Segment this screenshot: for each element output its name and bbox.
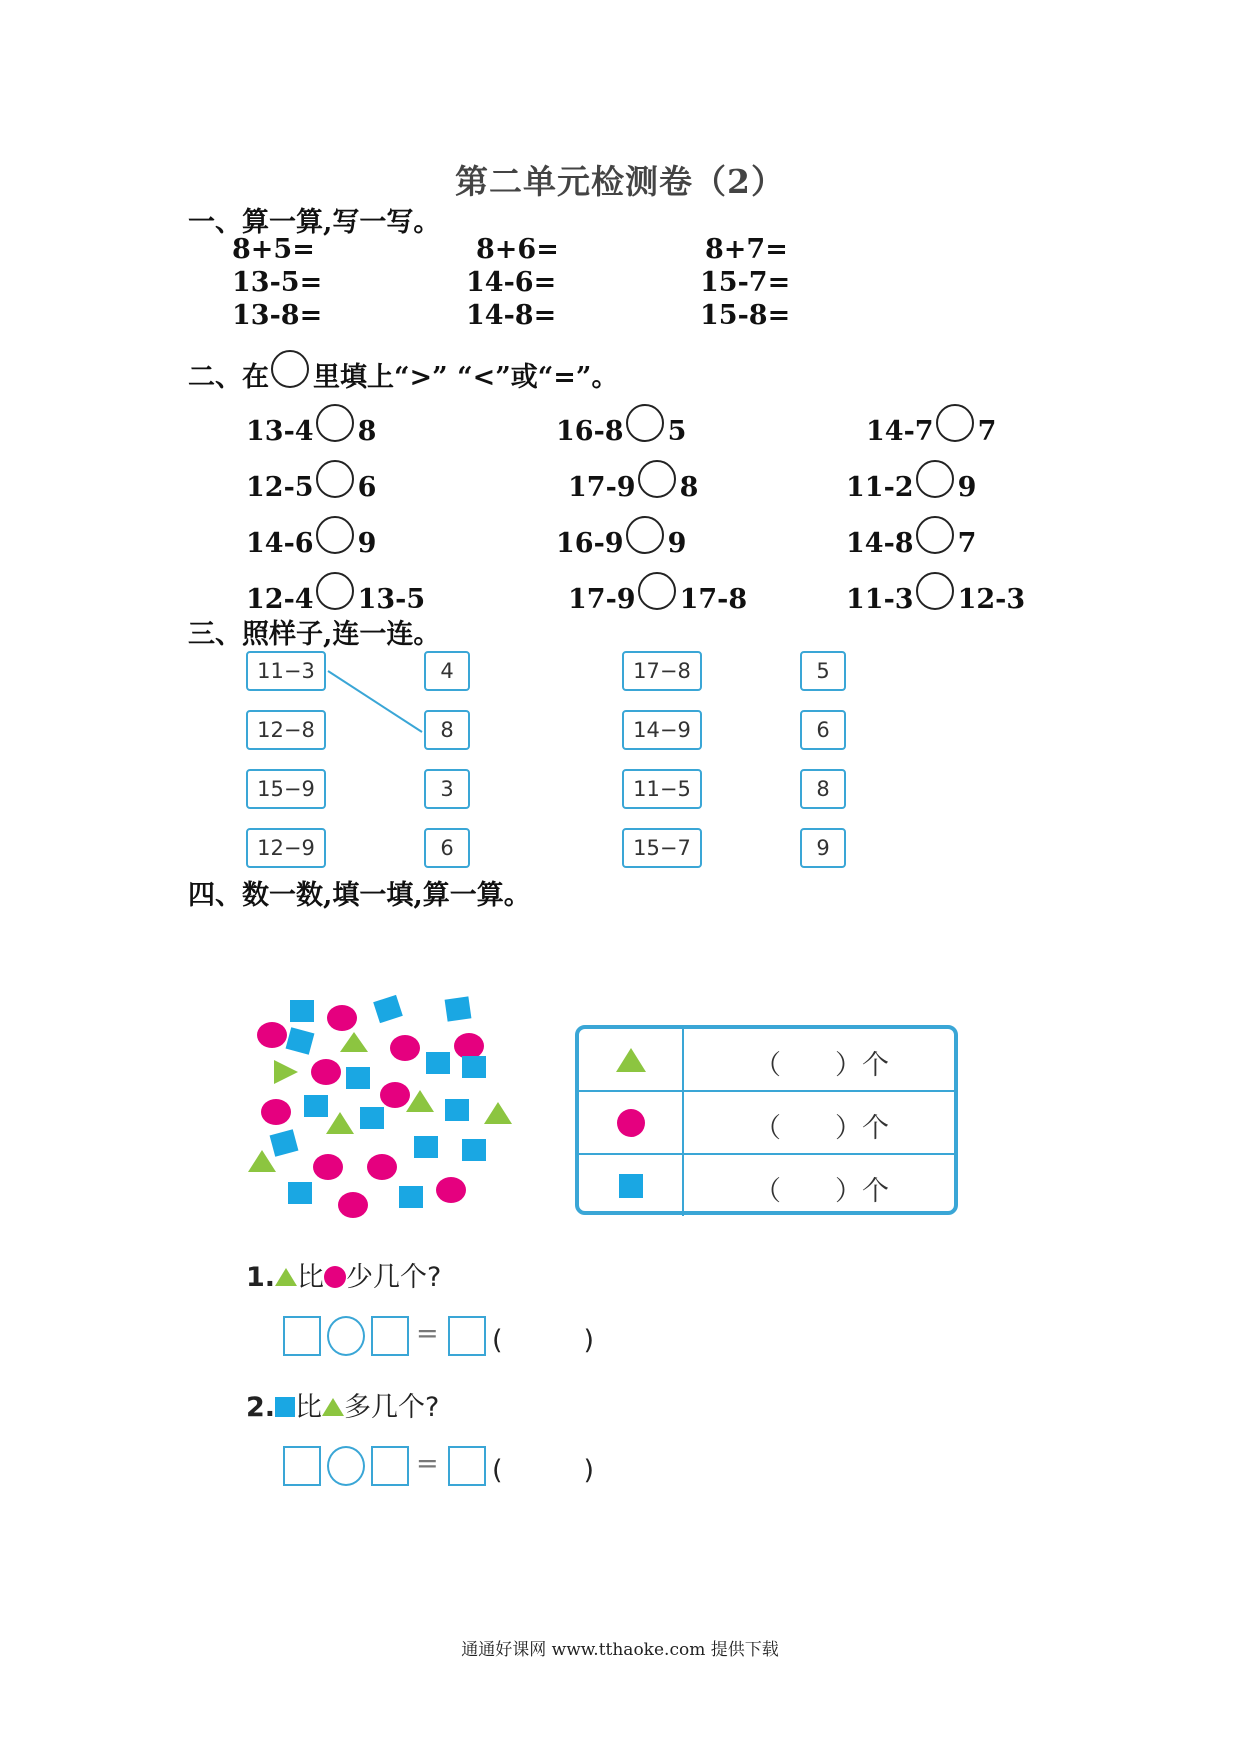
calc-item: 14-6= bbox=[466, 267, 557, 298]
count-answer: （ ）个 bbox=[754, 1113, 889, 1144]
count-table bbox=[575, 1025, 958, 1215]
number-box[interactable]: 8 bbox=[800, 769, 846, 809]
circle-shape bbox=[454, 1033, 484, 1059]
square-shape bbox=[346, 1067, 370, 1089]
square-shape bbox=[286, 1027, 315, 1054]
section2-heading-b: 里填上“>” “<”或“=”。 bbox=[313, 362, 619, 393]
circle-shape bbox=[313, 1154, 343, 1180]
expression-box[interactable]: 11−3 bbox=[246, 651, 326, 691]
operator-circle[interactable] bbox=[327, 1446, 365, 1486]
expression-box[interactable]: 15−7 bbox=[622, 828, 702, 868]
question-number: 1. bbox=[246, 1262, 276, 1293]
circle-icon bbox=[324, 1266, 346, 1288]
question-1 bbox=[246, 1255, 441, 1294]
square-shape bbox=[270, 1129, 299, 1156]
compare-left: 11-2 bbox=[846, 472, 914, 503]
calc-item: 13-5= bbox=[232, 267, 323, 298]
section4-heading: 四、数一数,填一填,算一算。 bbox=[188, 880, 531, 911]
square-shape bbox=[414, 1136, 438, 1158]
count-cell[interactable] bbox=[684, 1155, 954, 1216]
circle-shape bbox=[367, 1154, 397, 1180]
unit-blank[interactable]: ( ) bbox=[492, 1455, 595, 1486]
equals-sign: = bbox=[416, 1318, 439, 1349]
compare-left: 14-7 bbox=[866, 416, 934, 447]
number-box[interactable]: 6 bbox=[800, 710, 846, 750]
square-shape bbox=[288, 1182, 312, 1204]
answer-box[interactable] bbox=[283, 1446, 321, 1486]
question-text: 比 bbox=[297, 1262, 325, 1293]
circle-shape bbox=[390, 1035, 420, 1061]
calc-item: 14-8= bbox=[466, 300, 557, 331]
compare-left: 14-8 bbox=[846, 528, 914, 559]
number-box[interactable]: 4 bbox=[424, 651, 470, 691]
number-box[interactable]: 3 bbox=[424, 769, 470, 809]
operator-circle[interactable] bbox=[327, 1316, 365, 1356]
square-shape bbox=[304, 1095, 328, 1117]
square-shape bbox=[360, 1107, 384, 1129]
compare-right: 6 bbox=[357, 472, 377, 503]
circle-shape bbox=[380, 1082, 410, 1108]
table-row bbox=[579, 1029, 954, 1090]
square-shape bbox=[445, 996, 472, 1021]
question-number: 2. bbox=[246, 1392, 276, 1423]
circle-shape bbox=[436, 1177, 466, 1203]
compare-right: 17-8 bbox=[679, 584, 748, 615]
triangle-icon bbox=[579, 1029, 684, 1090]
compare-left: 17-9 bbox=[568, 472, 636, 503]
compare-right: 9 bbox=[957, 472, 977, 503]
circle-shape bbox=[257, 1022, 287, 1048]
compare-right: 9 bbox=[667, 528, 687, 559]
answer-box[interactable] bbox=[448, 1316, 486, 1356]
square-shape bbox=[462, 1056, 486, 1078]
circle-icon bbox=[579, 1092, 684, 1153]
footer-text: 通通好课网 www.tthaoke.com 提供下载 bbox=[461, 1640, 779, 1660]
expression-box[interactable]: 11−5 bbox=[622, 769, 702, 809]
answer-box[interactable] bbox=[283, 1316, 321, 1356]
section1-heading: 一、算一算,写一写。 bbox=[188, 207, 441, 238]
compare-right: 13-5 bbox=[357, 584, 426, 615]
triangle-shape bbox=[406, 1090, 434, 1112]
number-box[interactable]: 5 bbox=[800, 651, 846, 691]
unit-blank[interactable]: ( ) bbox=[492, 1325, 595, 1356]
triangle-shape bbox=[340, 1032, 368, 1052]
compare-left: 13-4 bbox=[246, 416, 314, 447]
circle-shape bbox=[338, 1192, 368, 1218]
calc-item: 15-7= bbox=[700, 267, 791, 298]
section3-heading: 三、照样子,连一连。 bbox=[188, 619, 441, 650]
compare-left: 12-4 bbox=[246, 584, 314, 615]
question-text: 少几个? bbox=[346, 1262, 442, 1293]
triangle-shape bbox=[248, 1150, 276, 1172]
expression-box[interactable]: 15−9 bbox=[246, 769, 326, 809]
square-shape bbox=[426, 1052, 450, 1074]
square-shape bbox=[445, 1099, 469, 1121]
count-answer: （ ）个 bbox=[754, 1176, 889, 1207]
square-shape bbox=[399, 1186, 423, 1208]
triangle-icon bbox=[322, 1398, 344, 1416]
number-box[interactable]: 9 bbox=[800, 828, 846, 868]
count-answer: （ ）个 bbox=[754, 1050, 889, 1081]
circle-shape bbox=[261, 1099, 291, 1125]
square-icon bbox=[275, 1397, 295, 1417]
triangle-shape bbox=[274, 1060, 298, 1084]
triangle-shape bbox=[484, 1102, 512, 1124]
compare-right: 7 bbox=[957, 528, 977, 559]
calc-item: 15-8= bbox=[700, 300, 791, 331]
triangle-icon bbox=[275, 1268, 297, 1286]
triangle-shape bbox=[326, 1112, 354, 1134]
expression-box[interactable]: 12−9 bbox=[246, 828, 326, 868]
compare-left: 14-6 bbox=[246, 528, 314, 559]
number-box[interactable]: 6 bbox=[424, 828, 470, 868]
number-box[interactable]: 8 bbox=[424, 710, 470, 750]
answer-box[interactable] bbox=[371, 1316, 409, 1356]
question-2 bbox=[246, 1385, 439, 1424]
equals-sign: = bbox=[416, 1448, 439, 1479]
table-row bbox=[579, 1153, 954, 1216]
expression-box[interactable]: 17−8 bbox=[622, 651, 702, 691]
compare-right: 9 bbox=[357, 528, 377, 559]
compare-right: 8 bbox=[357, 416, 377, 447]
calc-item: 13-8= bbox=[232, 300, 323, 331]
question-text: 比 bbox=[295, 1392, 323, 1423]
section2-heading-a: 二、在 bbox=[188, 362, 269, 393]
calc-item: 8+5= bbox=[232, 234, 315, 265]
page-title: 第二单元检测卷（2） bbox=[455, 162, 785, 201]
answer-box[interactable] bbox=[371, 1446, 409, 1486]
count-cell[interactable] bbox=[684, 1092, 954, 1153]
calc-item: 8+6= bbox=[476, 234, 559, 265]
square-shape bbox=[462, 1139, 486, 1161]
compare-right: 5 bbox=[667, 416, 687, 447]
calc-item: 8+7= bbox=[705, 234, 788, 265]
compare-right: 7 bbox=[977, 416, 997, 447]
square-icon bbox=[579, 1155, 684, 1216]
compare-right: 8 bbox=[679, 472, 699, 503]
compare-right: 12-3 bbox=[957, 584, 1026, 615]
expression-box[interactable]: 14−9 bbox=[622, 710, 702, 750]
compare-left: 11-3 bbox=[846, 584, 914, 615]
count-cell[interactable] bbox=[684, 1029, 954, 1090]
compare-left: 16-8 bbox=[556, 416, 624, 447]
compare-left: 16-9 bbox=[556, 528, 624, 559]
circle-shape bbox=[311, 1059, 341, 1085]
answer-box[interactable] bbox=[448, 1446, 486, 1486]
shape-cluster bbox=[240, 990, 530, 1220]
table-row bbox=[579, 1090, 954, 1153]
square-shape bbox=[373, 995, 403, 1023]
circle-shape bbox=[327, 1005, 357, 1031]
compare-left: 17-9 bbox=[568, 584, 636, 615]
compare-left: 12-5 bbox=[246, 472, 314, 503]
expression-box[interactable]: 12−8 bbox=[246, 710, 326, 750]
square-shape bbox=[290, 1000, 314, 1022]
question-text: 多几个? bbox=[344, 1392, 440, 1423]
